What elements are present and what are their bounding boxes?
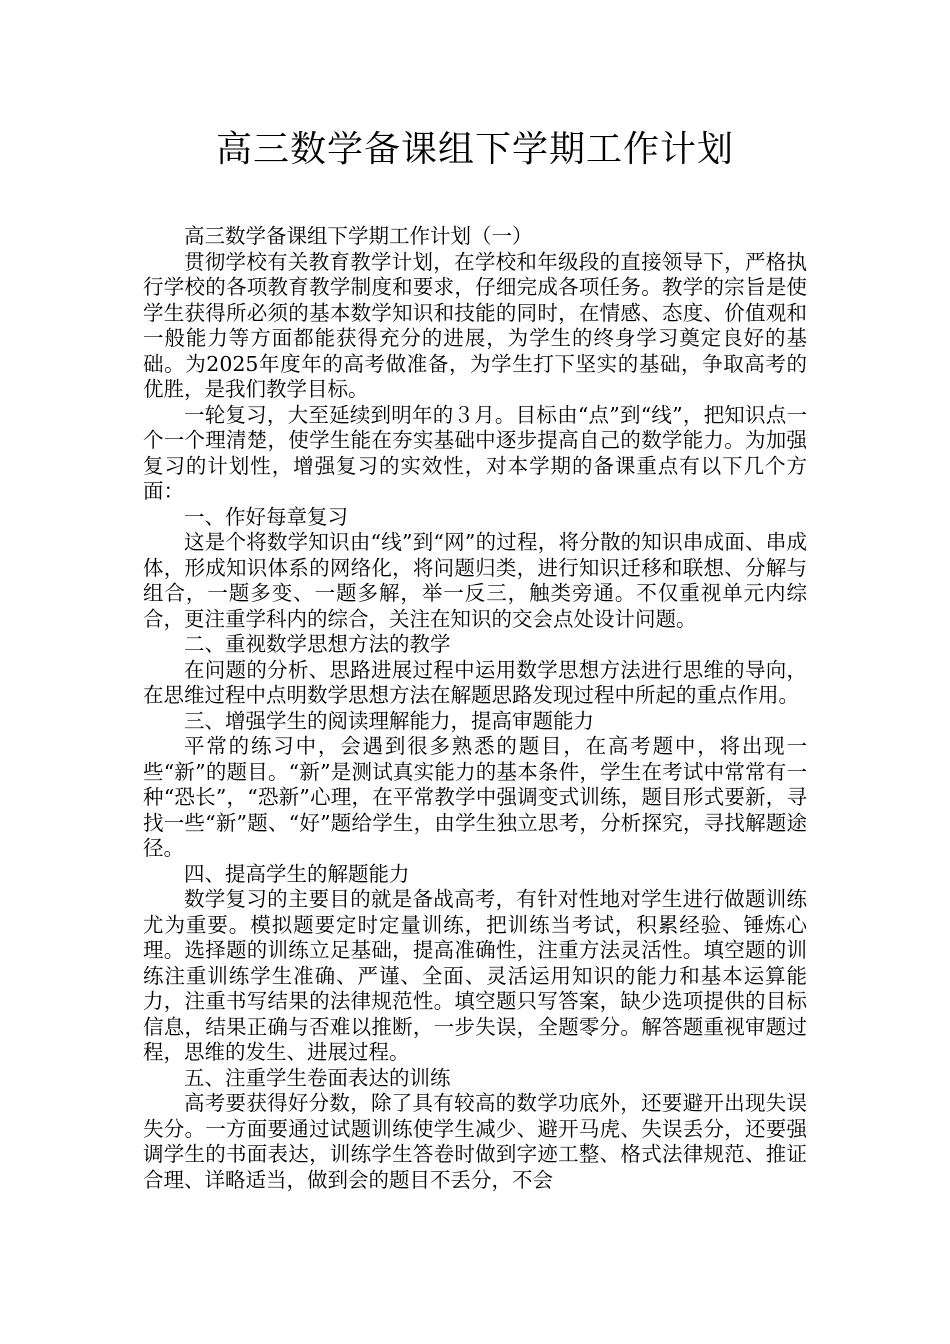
- section-heading-5: 五、注重学生卷面表达的训练: [184, 1065, 451, 1090]
- document-body: [143, 224, 807, 1193]
- paragraph-section-1: 这是个将数学知识由“线”到“网”的过程，将分散的知识串成面、串成体，形成知识体系的网络化，将问题归类，进行知识迁移和联想、分解与组合，一题多变、一题多解，举一反三，触类旁通。不仅重视单元内综合，更注重学科内的综合，关注在知识的交会点处设计问题。: [143, 530, 807, 631]
- paragraph-section-4: 数学复习的主要目的就是备战高考，有针对性地对学生进行做题训练尤为重要。模拟题要定时定量训练，把训练当考试，积累经验、锤炼心理。选择题的训练立足基础，提高准确性，注重方法灵活性。填空题的训练注重训练学生准确、严谨、全面、灵活运用知识的能力和基本运算能力，注重书写结果的法律规范性。填空题只写答案，缺少选项提供的目标信息，结果正确与否难以推断，一步失误，全题零分。解答题重视审题过程，思维的发生、进展过程。: [143, 887, 807, 1064]
- section-heading-3: 三、增强学生的阅读理解能力，提高审题能力: [184, 708, 594, 733]
- paragraph-first-review: 一轮复习，大至延续到明年的３月。目标由“点”到“线”，把知识点一个一个理清楚，使学生能在夯实基础中逐步提高自己的数学能力。为加强复习的计划性，增强复习的实效性，对本学期的备课重点有以下几个方面：: [143, 402, 807, 503]
- paragraph-section-2: 在问题的分析、思路进展过程中运用数学思想方法进行思维的导向，在思维过程中点明数学思想方法在解题思路发现过程中所起的重点作用。: [143, 657, 807, 707]
- section-heading-1: 一、作好每章复习: [184, 504, 348, 529]
- subtitle-paragraph: 高三数学备课组下学期工作计划（一）: [184, 224, 533, 248]
- section-heading-2: 二、重视数学思想方法的教学: [184, 632, 451, 656]
- paragraph-section-3: 平常的练习中，会遇到很多熟悉的题目，在高考题中，将出现一些“新”的题目。“新”是测试真实能力的基本条件，学生在考试中常常有一种“恐长”，“恐新”心理，在平常教学中强调变式训练，题目形式要新，寻找一些“新”题、“好”题给学生，由学生独立思考，分析探究，寻找解题途径。: [143, 734, 807, 860]
- section-heading-4: 四、提高学生的解题能力: [184, 861, 410, 886]
- document-title: 高三数学备课组下学期工作计划: [215, 129, 734, 170]
- paragraph-section-5: 高考要获得好分数，除了具有较高的数学功底外，还要避开出现失误失分。一方面要通过试题训练使学生减少、避开马虎、失误丢分，还要强调学生的书面表达，训练学生答卷时做到字迹工整、格式法律规范、推证合理、详略适当，做到会的题目不丢分，不会: [143, 1091, 807, 1192]
- paragraph-intro: 贯彻学校有关教育教学计划，在学校和年级段的直接领导下，严格执行学校的各项教育教学制度和要求，仔细完成各项任务。教学的宗旨是使学生获得所必须的基本数学知识和技能的同时，在情感、态度、价值观和一般能力等方面都能获得充分的进展，为学生的终身学习奠定良好的基础。为2025年度年的高考做准备，为学生打下坚实的基础，争取高考的优胜，是我们教学目标。: [143, 249, 807, 401]
